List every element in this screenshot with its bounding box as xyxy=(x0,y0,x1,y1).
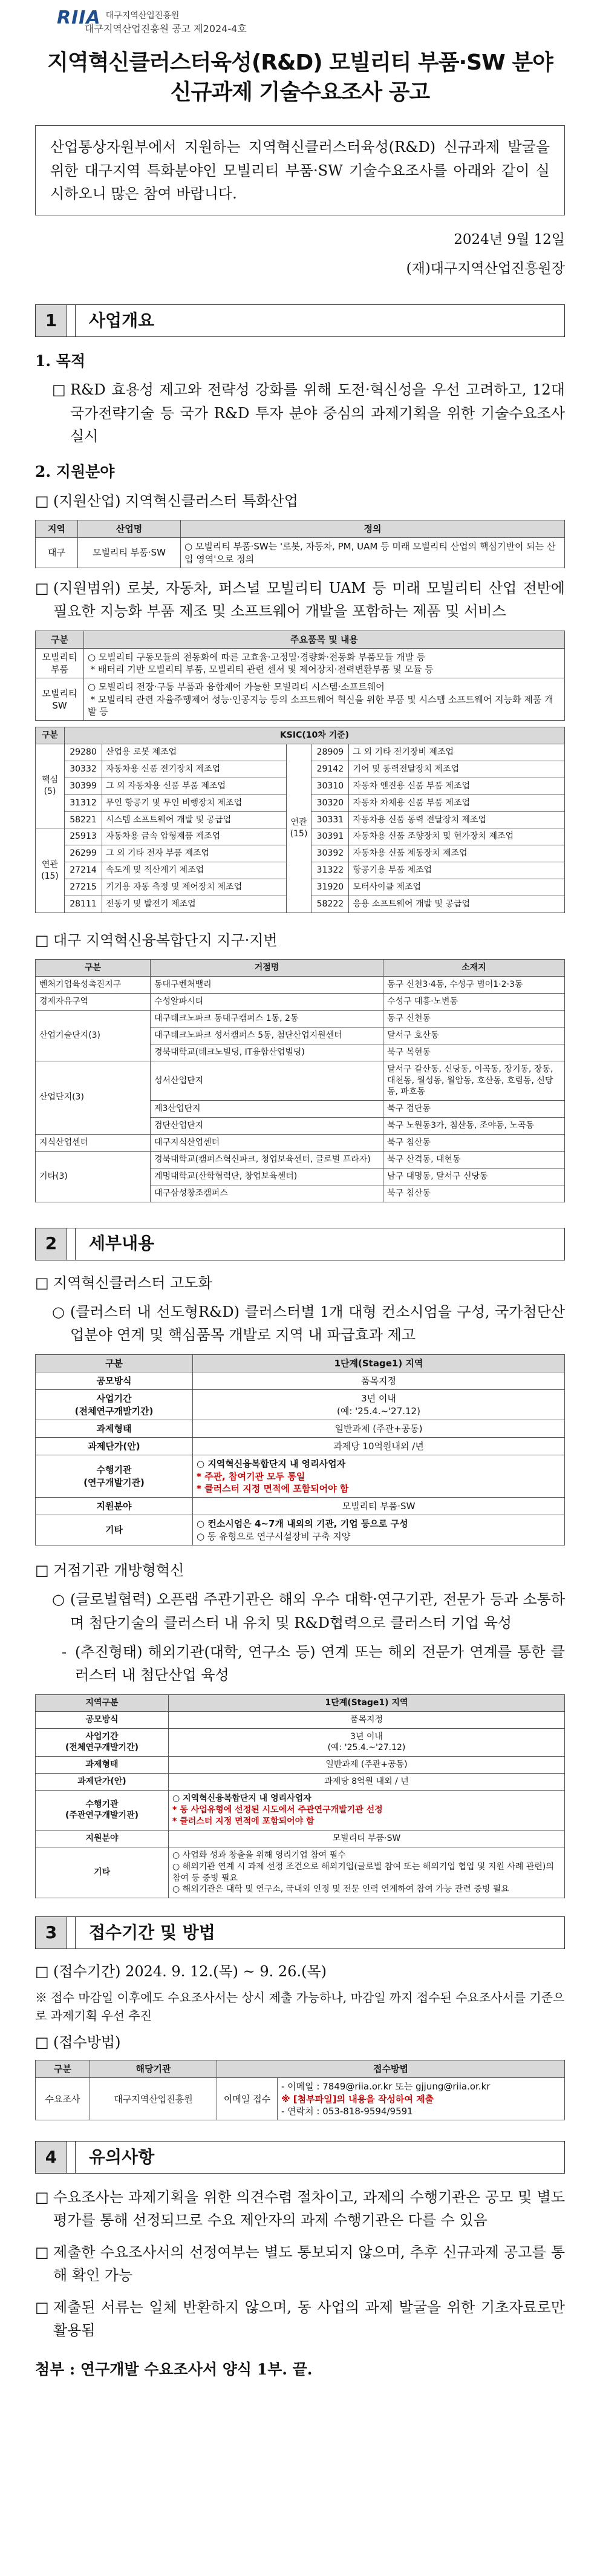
receipt-method: □ (접수방법) xyxy=(35,2033,121,2051)
header xyxy=(35,0,565,35)
section-3-header xyxy=(35,1916,565,1949)
section-title: 접수기간 및 방법 xyxy=(89,1922,215,1942)
section-1-header xyxy=(35,304,565,337)
page-title xyxy=(35,48,565,107)
section-number: 4 xyxy=(36,2142,67,2173)
zone-row: 벤처기업육성촉진지구 동대구벤처밸리 동구 신천3·4동, 수성구 범어1·2·3동 xyxy=(36,977,565,994)
ksic-row: 31312 무인 항공기 및 무인 비행장치 제조업 30320 자동차 차체용 신품 부품 제조업 xyxy=(36,795,565,811)
section-number: 3 xyxy=(36,1917,67,1948)
logo-mark: RIIA xyxy=(57,7,101,28)
section-title: 유의사항 xyxy=(89,2146,155,2167)
ksic-row: 27214 속도계 및 적산계기 제조업 31322 항공기용 부품 제조업 xyxy=(36,862,565,879)
logo-name: 대구지역산업진흥원 xyxy=(105,10,180,21)
open-innovation-item-1: ○ (글로벌협력) 오픈랩 주관기관은 해외 우수 대학·연구기관, 전문가 등과 소통하며 첨단기술의 클러스터 내 유치 및 R&D협력으로 클러스터 기업 육성 xyxy=(52,1591,565,1631)
field-heading: 2. 지원분야 xyxy=(35,463,115,481)
ksic-row: 핵심 (5) 29280 산업용 로봇 제조업 연관 (15) 28909 그 외 기타 전기장비 제조업 xyxy=(36,744,565,761)
ksic-row: 27215 기기용 자동 측정 및 제어장치 제조업 31920 모터사이클 제조업 xyxy=(36,879,565,896)
ksic-row: 30399 그 외 자동차용 신품 부품 제조업 30310 자동차 엔진용 신품 부품 제조업 xyxy=(36,778,565,795)
cluster-zone-table: 구분 거점명 소재지 벤처기업육성촉진지구 동대구벤처밸리 동구 신천3·4동, 수성구 범어1·2·3동 경제자유구역 수성알파시티 수성구 대흥·노변동 산업기술단지(3) 대구테크노파크 동대구캠퍼스 1동, 2동 동구 신천동 대구테크노파크 성서캠퍼스 5동, 첨단산업지원센터 달서구 호산동 경북대학교(테크노빌딩, IT융합산업빌딩) 북구 복현동 산업단지(3) 성서산업단지 달서구 갈산동, 신당동, 이곡동, 장기동, 장동, 대천동, 월성동, 월암동, 호산동, 호림동, 신당동, 파호동 제3산업단지 북구 검단동 검단산업단지 북구 노원동3가, 침산동, 조야동, 노곡동 지식산업센터 대구지식산업센터 북구 침산동 기타(3) 경북대학교(캠퍼스혁신파크, 청업보육센터, 글로벌 프라자) 북구 산격동, 대현동 계명대학교(산학협력단, 창업보육센터) 남구 대명동, 달서구 신당동 대구삼성창조캠퍼스 북구 침산동 xyxy=(35,959,565,1202)
purpose-item: □ R&D 효용성 제고와 전략성 강화를 위해 도전·혁신성을 우선 고려하고, 12대 국가전략기술 등 국가 R&D 투자 분야 중심의 과제기획을 위한 기술수요조사 실시 xyxy=(52,381,565,445)
document-number: 대구지역산업진흥원 공고 제2024-4호 xyxy=(85,23,247,34)
receipt-period: □ (접수기간) 2024. 9. 12.(목) ~ 9. 26.(목) xyxy=(35,1963,327,1981)
zone-row: 산업기술단지(3) 대구테크노파크 동대구캠퍼스 1동, 2동 동구 신천동 xyxy=(36,1011,565,1027)
cluster-advance-heading: □ 지역혁신클러스터 고도화 xyxy=(35,1274,212,1291)
ksic-row: 26299 그 외 기타 전자 부품 제조업 30392 자동차용 신품 제동장치 제조업 xyxy=(36,845,565,862)
zone-row: 제3산업단지 북구 검단동 xyxy=(36,1101,565,1118)
zone-row: 계명대학교(산학협력단, 창업보육센터) 남구 대명동, 달서구 신당동 xyxy=(36,1168,565,1185)
section-number: 1 xyxy=(36,305,67,336)
cluster-advance-item: ○ (클러스터 내 선도형R&D) 클러스터별 1개 대형 컨소시엄을 구성, 국가첨단산업분야 연계 및 핵심품목 개발로 지역 내 파급효과 제고 xyxy=(52,1303,565,1344)
intro-box: 산업통상자원부에서 지원하는 지역혁신클러스터육성(R&D) 신규과제 발굴을 위한 대구지역 특화분야인 모빌리티 부품·SW 기술수요조사를 아래와 같이 실시하오니 많은 참여 바랍니다. xyxy=(35,125,565,215)
ksic-row: 58221 시스템 소프트웨어 개발 및 공급업 30331 자동차용 신품 동력 전달장치 제조업 xyxy=(36,811,565,828)
section-title: 세부내용 xyxy=(89,1233,155,1254)
zone-row: 대구테크노파크 성서캠퍼스 5동, 첨단산업지원센터 달서구 호산동 xyxy=(36,1027,565,1044)
caution-item-2: □ 제출한 수요조사서의 선정여부는 별도 통보되지 않으며, 추후 신규과제 공고를 통해 확인 가능 xyxy=(35,2243,565,2284)
purpose-heading: 1. 목적 xyxy=(35,352,86,370)
title-line-2: 신규과제 기술수요조사 공고 xyxy=(170,79,430,105)
receipt-table: 구분 해당기관 접수방법 수요조사 대구지역산업진흥원 이메일 접수 - 이메일 : 7849@riia.or.kr 또는 gjjung@riia.or.kr ※ [첨부파일]의 내용을 작성하여 제출 - 연락처 : 053-818-9594/9591 xyxy=(35,2060,565,2120)
open-innovation-item-2: - (추진형태) 해외기관(대학, 연구소 등) 연계 또는 해외 전문가 연계를 통한 클러스터 내 첨단산업 육성 xyxy=(62,1644,565,1684)
ksic-table: 구분 KSIC(10차 기준) 핵심 (5) 29280 산업용 로봇 제조업 연관 (15) 28909 그 외 기타 전기장비 제조업 30332 자동차용 신품 전기장치 제조업 29142 기어 및 동력전달장치 제조업 30399 그 외 자동차용 신품 부품 제조업 30310 자동차 엔진용 신품 부품 제조업 31312 무인 항공기 및 무인 비행장치 제조업 30320 자동차 차체용 신품 부품 제조업 58221 시스템 소프트웨어 개발 및 공급업 30331 자동차용 신품 동력 전달장치 제조업 연관 (15) 25913 자동차용 금속 압형제품 제조업 30391 자동차용 신품 조향장치 및 현가장치 제조업 26299 그 외 기타 전자 부품 제조업 30392 자동차용 신품 제동장치 제조업 27214 속도계 및 적산계기 제조업 31322 항공기용 부품 제조업 27215 기기용 자동 측정 및 제어장치 제조업 31920 모터사이클 제조업 28111 전동기 및 발전기 제조업 58222 응용 소프트웨어 개발 및 공급업 xyxy=(35,727,565,913)
zone-row: 경제자유구역 수성알파시티 수성구 대흥·노변동 xyxy=(36,994,565,1011)
stage1-openlab-table: 지역구분 1단계(Stage1) 지역 공모방식 품목지정 사업기간 (전체연구개발기간) 3년 이내 (예: '25.4.~'27.12) 과제형태 일반과제 (주관+공동) 과제단가(안) 과제당 8억원 내외 / 년 수행기관 (주관연구개발기관) ○ 지역혁신융복합단지 내 영리사업자 * 동 사업유형에 선정된 시도에서 주관연구개발기관 선정 * 클러스터 지정 면적에 포함되어야 함 지원분야 모빌리티 부품·SW 기타 ○ 사업화 성과 창출을 위해 영리기업 참여 필수 ○ 해외기관 연계 시 과제 선정 조건으로 해외기업(글로벌 참여 또는 해외기업 협업 및 지원 사례 관련)의 참여 등 증빙 필요 ○ 해외기관은 대학 및 연구소, 국내외 인정 및 전문 인력 연계하여 참여 가능 관련 증빙 필요 xyxy=(35,1694,565,1898)
receipt-note: ※ 접수 마감일 이후에도 수요조사서는 상시 제출 가능하나, 마감일 까지 접수된 수요조사서를 기준으로 과제기획 우선 추진 xyxy=(35,1990,565,2023)
section-title: 사업개요 xyxy=(89,310,155,330)
zone-row: 기타(3) 경북대학교(캠퍼스혁신파크, 청업보육센터, 글로벌 프라자) 북구 산격동, 대현동 xyxy=(36,1152,565,1168)
zone-row: 대구삼성창조캠퍼스 북구 침산동 xyxy=(36,1185,565,1202)
zone-row: 지식산업센터 대구지식산업센터 북구 침산동 xyxy=(36,1135,565,1152)
section-number: 2 xyxy=(36,1228,67,1260)
support-industry-item: □ (지원산업) 지역혁신클러스터 특화산업 xyxy=(35,492,298,510)
section-2-header xyxy=(35,1228,565,1260)
ksic-row: 30332 자동차용 신품 전기장치 제조업 29142 기어 및 동력전달장치 제조업 xyxy=(36,761,565,778)
section-4-header xyxy=(35,2141,565,2174)
cluster-zone-item: □ 대구 지역혁신융복합단지 지구·지번 xyxy=(35,931,278,949)
caution-item-3: □ 제출된 서류는 일체 반환하지 않으며, 동 사업의 과제 발굴을 위한 기초자료로만 활용됨 xyxy=(35,2298,565,2339)
product-table: 구분 주요품목 및 내용 모빌리티 부품 ○ 모빌리티 구동모듈의 전동화에 따른 고효율·고정밀·경량화·전동화 부품모듈 개발 등 * 배터리 기반 모빌리티 부품, 모빌리티 관련 센서 및 제어장치·전력변환부품 및 모듈 등 모빌리티 SW ○ 모빌리티 전장·구동 부품과 융합제어 가능한 모빌리티 시스템·소프트웨어 * 모빌리티 관련 자율주행제어 성능·인공지능 등의 소프트웨어 혁신을 위한 부품 및 시스템 소프트웨어 지능화 제품 개발 등 xyxy=(35,631,565,721)
zone-row: 산업단지(3) 성서산업단지 달서구 갈산동, 신당동, 이곡동, 장기동, 장동, 대천동, 월성동, 월암동, 호산동, 호림동, 신당동, 파호동 xyxy=(36,1061,565,1101)
caution-item-1: □ 수요조사는 과제기획을 위한 의견수렴 절차이고, 과제의 수행기관은 공모 및 별도 평가를 통해 선정되므로 수요 제안자의 과제 수행기관은 다를 수 있음 xyxy=(35,2189,565,2229)
support-scope-item: □ (지원범위) 로봇, 자동차, 퍼스널 모빌리티 UAM 등 미래 모빌리티 산업 전반에 필요한 지능화 부품 제조 및 소프트웨어 개발을 포함하는 제품 및 서비스 xyxy=(35,579,565,620)
notice-org: (재)대구지역산업진흥원장 xyxy=(406,260,565,277)
stage1-cluster-table: 구분 1단계(Stage1) 지역 공모방식 품목지정 사업기간 (전체연구개발기간) 3년 이내 (예: '25.4.~'27.12) 과제형태 일반과제 (주관+공동) 과제단가(안) 과제당 10억원내외 /년 수행기관 (연구개발기관) ○ 지역혁신융복합단지 내 영리사업자 * 주관, 참여기관 모두 통일 * 클러스터 지정 면적에 포함되어야 함 지원분야 모빌리티 부품·SW 기타 ○ 컨소시엄은 4~7개 내외의 기관, 기업 등으로 구성 ○ 동 유형으로 연구시설장비 구축 지양 xyxy=(35,1354,565,1545)
notice-date: 2024년 9월 12일 xyxy=(454,232,565,248)
zone-row: 경북대학교(테크노빌딩, IT융합산업빌딩) 북구 복현동 xyxy=(36,1044,565,1061)
ksic-row: 연관 (15) 25913 자동차용 금속 압형제품 제조업 30391 자동차용 신품 조향장치 및 현가장치 제조업 xyxy=(36,828,565,845)
attachment-note: 첨부 : 연구개발 수요조사서 양식 1부. 끝. xyxy=(35,2361,313,2379)
industry-definition-table: 지역 산업명 정의 대구 모빌리티 부품·SW ○ 모빌리티 부품·SW는 '로봇, 자동차, PM, UAM 등 미래 모빌리티 산업의 핵심기반이 되는 산업 영역'으로 정의 xyxy=(35,520,565,568)
open-innovation-heading: □ 거점기관 개방형혁신 xyxy=(35,1561,184,1579)
title-line-1: 지역혁신클러스터육성(R&D) 모빌리티 부품·SW 분야 xyxy=(47,50,553,75)
ksic-row: 28111 전동기 및 발전기 제조업 58222 응용 소프트웨어 개발 및 공급업 xyxy=(36,896,565,913)
zone-row: 검단산업단지 북구 노원동3가, 침산동, 조야동, 노곡동 xyxy=(36,1118,565,1135)
